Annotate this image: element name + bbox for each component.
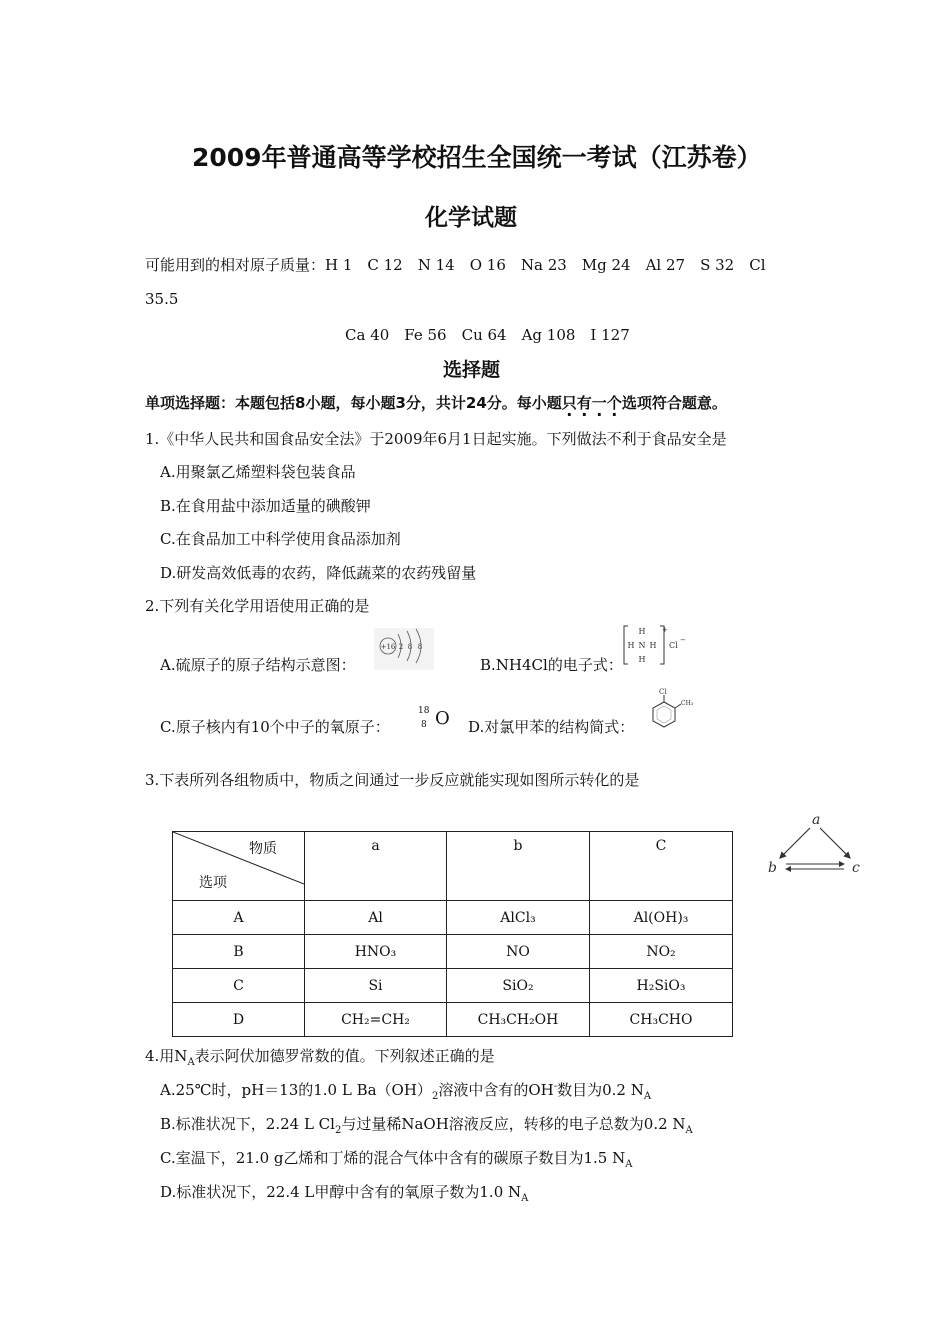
instruction-post: 选项符合题意。 [621,394,727,412]
row-b: SiO₂ [447,969,590,1003]
atomic-mass-line-2: 35.5 [145,290,179,308]
row-c: Al(OH)₃ [590,901,733,935]
header-xuanxiang: 选项 [199,875,227,891]
q4-stem-pre: 4.用N [145,1047,188,1065]
h-left: H [627,641,635,650]
q2-option-a: A.硫原子的原子结构示意图： [160,656,356,674]
row-b: NO [447,935,590,969]
instruction-pre: 单项选择题：本题包括8小题，每小题3分，共计24分。每小题 [145,394,562,412]
q4-option-a [160,1079,651,1102]
h-bottom: H [638,655,646,664]
q1-option-a: A.用聚氯乙烯塑料袋包装食品 [160,463,356,481]
svg-text:+: + [662,626,668,634]
q4-stem-post: 表示阿伏加德罗常数的值。下列叙述正确的是 [194,1047,495,1065]
svg-text:−: − [680,636,686,644]
atomic-mass-line-1: 可能用到的相对原子质量：H 1 C 12 N 14 O 16 Na 23 Mg 24 Al 27 S 32 Cl [145,256,766,274]
diagonal-header-cell [173,832,305,901]
table-row [173,901,733,935]
row-a: Si [305,969,447,1003]
exam-subtitle: 化学试题 [425,205,517,231]
row-option: A [173,901,305,935]
row-b: CH₃CH₂OH [447,1003,590,1037]
node-a: a [812,812,821,828]
q3-table [172,831,733,1037]
q4-b-pre: B.标准状况下，2.24 L Cl [160,1115,335,1133]
q4-option-b [160,1113,693,1136]
row-c: NO₂ [590,935,733,969]
avogadro-sub: A [643,1091,652,1102]
shell-label: 8 [407,643,413,651]
q4-option-c [160,1147,632,1170]
node-b: b [768,860,777,876]
header-a: a [305,832,447,901]
n-center: N [638,641,646,650]
node-c: c [852,860,860,876]
emphasis-char: 有 [576,394,592,412]
q4-stem [145,1045,495,1068]
row-c: CH₃CHO [590,1003,733,1037]
q1-option-d: D.研发高效低毒的农药，降低蔬菜的农药残留量 [160,564,477,582]
q1-option-c: C.在食品加工中科学使用食品添加剂 [160,530,401,548]
q2-option-b: B.NH4Cl的电子式： [480,656,623,674]
q1-stem: 1.《中华人民共和国食品安全法》于2009年6月1日起实施。下列做法不利于食品安全是 [145,430,727,448]
avogadro-sub: A [625,1159,633,1170]
q4-c-text: C.室温下，21.0 g乙烯和丁烯的混合气体中含有的碳原子数目为1.5 N [160,1149,626,1167]
emphasis-char: 一 [591,394,607,412]
row-a: CH₂=CH₂ [305,1003,447,1037]
shell-label: 8 [417,643,423,651]
avogadro-sub: A [521,1193,529,1204]
row-a: HNO₃ [305,935,447,969]
avogadro-sub: A [685,1125,693,1136]
q4-a-pre: A.25℃时，pH＝13的1.0 L Ba（OH） [160,1081,432,1099]
oxygen-isotope [418,706,454,734]
row-c: H₂SiO₃ [590,969,733,1003]
nucleus-label: +16 [380,643,396,651]
q4-option-d [160,1181,528,1204]
instruction [145,392,727,413]
section-title: 选择题 [443,359,501,381]
q1-option-b: B.在食用盐中添加适量的碘酸钾 [160,497,371,515]
isotope-symbol: O [435,708,450,729]
row-option: B [173,935,305,969]
conversion-triangle-diagram [764,808,868,880]
header-wuzhi: 物质 [249,841,277,857]
atomic-mass-line-3: Ca 40 Fe 56 Cu 64 Ag 108 I 127 [345,326,630,344]
header-c: C [590,832,733,901]
q4-a-post: 数目为0.2 N [557,1081,644,1099]
methyl-label: CH₃ [681,700,694,707]
chloro-label: Cl [659,688,667,696]
h-right: H [649,641,657,650]
sulfur-atom-diagram [374,628,434,670]
q4-a-sup: - [553,1081,558,1092]
row-option: C [173,969,305,1003]
row-b: AlCl₃ [447,901,590,935]
header-b: b [447,832,590,901]
q4-stem-sub: A [187,1057,195,1068]
q4-a-mid: 溶液中含有的OH [438,1081,554,1099]
table-row [173,969,733,1003]
isotope-atomic-number: 8 [421,720,427,730]
q2-stem: 2.下列有关化学用语使用正确的是 [145,597,370,615]
chloride-label: Cl [669,641,678,650]
q4-b-post: 与过量稀NaOH溶液反应，转移的电子总数为0.2 N [341,1115,686,1133]
q2-option-d: D.对氯甲苯的结构简式： [468,718,635,736]
h-top: H [638,627,646,636]
diagonal-line [173,832,304,900]
exam-title: 2009年普通高等学校招生全国统一考试（江苏卷） [192,143,762,172]
p-chlorotoluene-structure [648,688,694,734]
ammonium-chloride-electron-formula [622,624,692,668]
emphasis-char: 个 [606,394,622,412]
row-a: Al [305,901,447,935]
isotope-mass-number: 18 [418,706,430,716]
q3-stem: 3.下表所列各组物质中，物质之间通过一步反应就能实现如图所示转化的是 [145,771,640,789]
table-header-row [173,832,733,901]
shell-label: 2 [398,643,404,651]
q2-option-c: C.原子核内有10个中子的氧原子： [160,718,390,736]
table-row [173,1003,733,1037]
row-option: D [173,1003,305,1037]
emphasis-char: 只 [561,394,577,412]
q4-b-sub: 2 [334,1125,342,1136]
q4-a-sub: 2 [431,1091,439,1102]
table-row [173,935,733,969]
q4-d-text: D.标准状况下，22.4 L甲醇中含有的氧原子数为1.0 N [160,1183,522,1201]
